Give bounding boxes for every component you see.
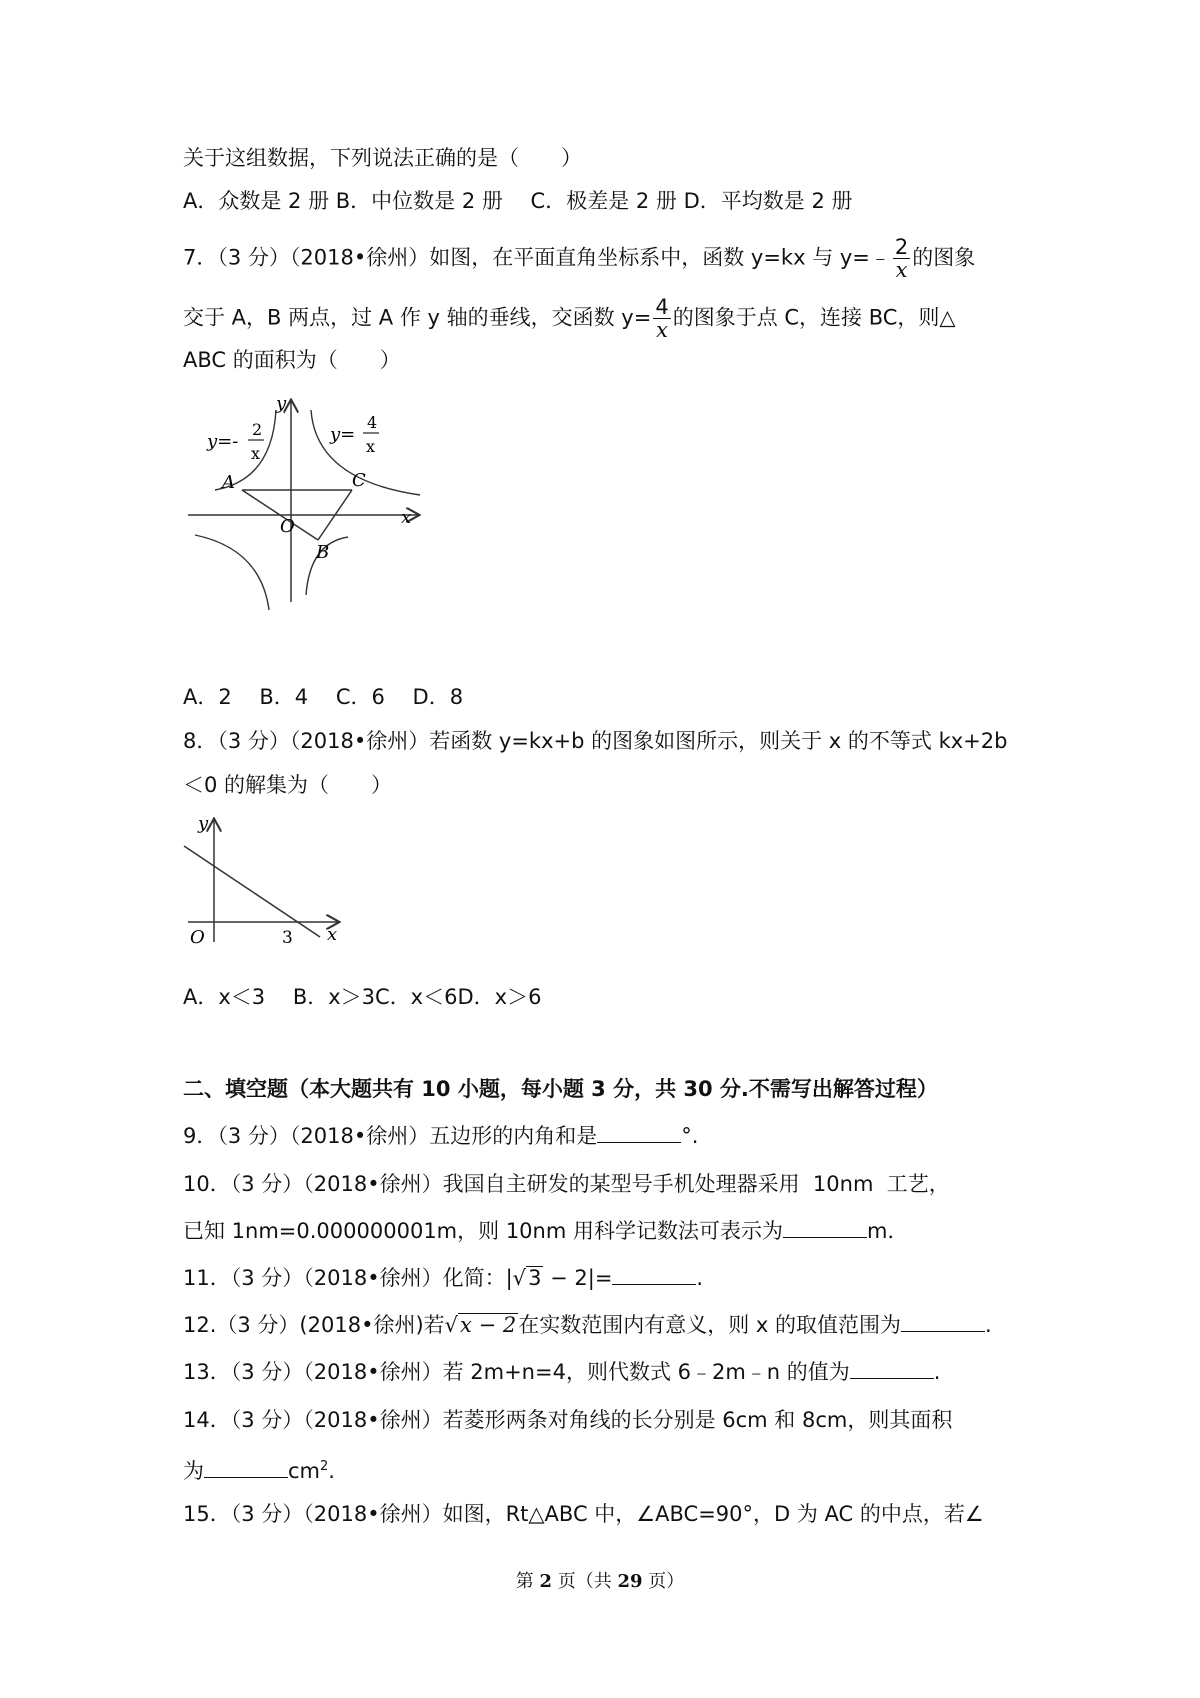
answer-blank[interactable] bbox=[204, 1457, 288, 1478]
answer-blank[interactable] bbox=[850, 1358, 934, 1379]
q10-line1: 10．（3 分）（2018•徐州）我国自主研发的某型号手机处理器采用 10nm 工艺， bbox=[183, 1172, 950, 1196]
q14-text-end: . bbox=[328, 1459, 335, 1483]
x-axis-label: x bbox=[327, 924, 338, 945]
section-heading: 二、填空题（本大题共有 10 小题，每小题 3 分，共 30 分.不需写出解答过程） bbox=[183, 1077, 938, 1101]
q12-text-mid: 在实数范围内有意义，则 x 的取值范围为 bbox=[518, 1313, 901, 1337]
footer-text: 第 bbox=[515, 1571, 540, 1592]
q6-stem: 关于这组数据，下列说法正确的是（ ） bbox=[183, 146, 582, 170]
curve-4-over-x-q3 bbox=[195, 535, 270, 610]
fraction-denominator: x bbox=[895, 258, 908, 282]
q12-line: 12.（3 分）(2018•徐州)若√x − 2在实数范围内有意义，则 x 的取值范围为 . bbox=[183, 1313, 992, 1337]
x-axis-label: x bbox=[401, 507, 412, 528]
q10-text: 已知 1nm=0.000000001m，则 10nm 用科学记数法可表示为 bbox=[183, 1219, 783, 1243]
footer-text: 页（共 bbox=[552, 1571, 618, 1592]
answer-blank[interactable] bbox=[597, 1122, 681, 1143]
left-function-denominator: x bbox=[251, 444, 261, 463]
fraction-numerator: 2 bbox=[894, 235, 909, 259]
q8-options: A．x＜3 B．x＞3C．x＜6D．x＞6 bbox=[183, 985, 542, 1009]
footer-text: 页） bbox=[642, 1571, 685, 1592]
q9-text-end: °. bbox=[681, 1124, 699, 1148]
sqrt-radicand: x − 2 bbox=[460, 1313, 517, 1337]
q11-text-mid: − 2|= bbox=[543, 1266, 613, 1290]
q12-text: 12.（3 分）(2018•徐州)若 bbox=[183, 1313, 445, 1337]
q10-text-end: m． bbox=[866, 1219, 909, 1243]
q13-text: 13．（3 分）（2018•徐州）若 2m+n=4，则代数式 6﹣2m﹣n 的值为 bbox=[183, 1360, 850, 1384]
q7-line3: ABC 的面积为（ ） bbox=[183, 348, 401, 372]
right-function-label: y= bbox=[330, 424, 356, 445]
q7-figure bbox=[180, 395, 440, 610]
y-axis-label: y bbox=[198, 813, 209, 834]
left-function-label: y=- bbox=[207, 431, 239, 452]
q7-text-b: 的图象 bbox=[912, 245, 976, 270]
point-c-label: C bbox=[352, 470, 366, 491]
answer-blank[interactable] bbox=[901, 1311, 985, 1332]
line-y-kx-b bbox=[184, 846, 320, 937]
x-intercept-label: 3 bbox=[282, 928, 293, 948]
q8-line2: ＜0 的解集为（ ） bbox=[183, 773, 393, 797]
page-footer bbox=[0, 1567, 1200, 1593]
q9-line bbox=[183, 1122, 698, 1150]
q7-options: A．2 B．4 C．6 D．8 bbox=[183, 685, 464, 709]
q7-fraction-4-over-x bbox=[653, 296, 670, 341]
origin-label: O bbox=[190, 927, 205, 948]
q13-line bbox=[183, 1358, 940, 1386]
q14-text: 为 bbox=[183, 1459, 204, 1483]
q6-options: A．众数是 2 册 B．中位数是 2 册 C．极差是 2 册 D．平均数是 2 册 bbox=[183, 189, 853, 213]
q8-line1: 8．（3 分）（2018•徐州）若函数 y=kx+b 的图象如图所示，则关于 x 的不等式 kx+2b bbox=[183, 729, 1008, 753]
sqrt-radicand: 3 bbox=[528, 1266, 542, 1290]
q11-text-end: . bbox=[696, 1266, 704, 1290]
point-b-label: B bbox=[316, 542, 330, 563]
answer-blank[interactable] bbox=[612, 1264, 696, 1285]
answer-blank[interactable] bbox=[783, 1217, 867, 1238]
q15-line1: 15．（3 分）（2018•徐州）如图，Rt△ABC 中，∠ABC=90°，D 为 AC 的中点，若∠ bbox=[183, 1502, 984, 1526]
q14-unit: cm bbox=[288, 1459, 321, 1483]
q12-text-end: . bbox=[984, 1313, 992, 1337]
q10-line2 bbox=[183, 1217, 908, 1245]
q7-text-a: 7．（3 分）（2018•徐州）如图，在平面直角坐标系中，函数 y=kx 与 y=﹣ bbox=[183, 245, 891, 270]
right-function-numerator: 4 bbox=[367, 413, 378, 432]
right-function-denominator: x bbox=[366, 437, 376, 456]
fraction-numerator: 4 bbox=[655, 295, 669, 319]
q13-text-end: . bbox=[933, 1360, 941, 1384]
q7-line1 bbox=[183, 236, 975, 281]
q7-line2 bbox=[183, 296, 956, 341]
q11-line: 11．（3 分）（2018•徐州）化简：|√3 − 2|= . bbox=[183, 1266, 704, 1290]
q9-text: 9．（3 分）（2018•徐州）五边形的内角和是 bbox=[183, 1124, 598, 1148]
point-a-label: A bbox=[222, 472, 235, 493]
q7-text-c: 交于 A，B 两点，过 A 作 y 轴的垂线，交函数 y= bbox=[183, 305, 652, 330]
y-axis-label: y bbox=[276, 395, 287, 414]
total-pages: 29 bbox=[617, 1571, 643, 1592]
q8-figure bbox=[180, 812, 350, 952]
q14-line2 bbox=[183, 1453, 335, 1485]
origin-label: O bbox=[280, 516, 295, 537]
q14-superscript: 2 bbox=[320, 1459, 329, 1474]
q14-line1: 14．（3 分）（2018•徐州）若菱形两条对角线的长分别是 6cm 和 8cm，则其面积 bbox=[183, 1408, 953, 1432]
page-number: 2 bbox=[539, 1571, 552, 1592]
q7-text-d: 的图象于点 C，连接 BC，则△ bbox=[672, 305, 956, 330]
left-function-numerator: 2 bbox=[252, 420, 263, 439]
q7-fraction-neg2-over-x bbox=[893, 236, 910, 281]
q11-text: 11．（3 分）（2018•徐州）化简：| bbox=[183, 1266, 513, 1290]
fraction-denominator: x bbox=[656, 318, 668, 342]
